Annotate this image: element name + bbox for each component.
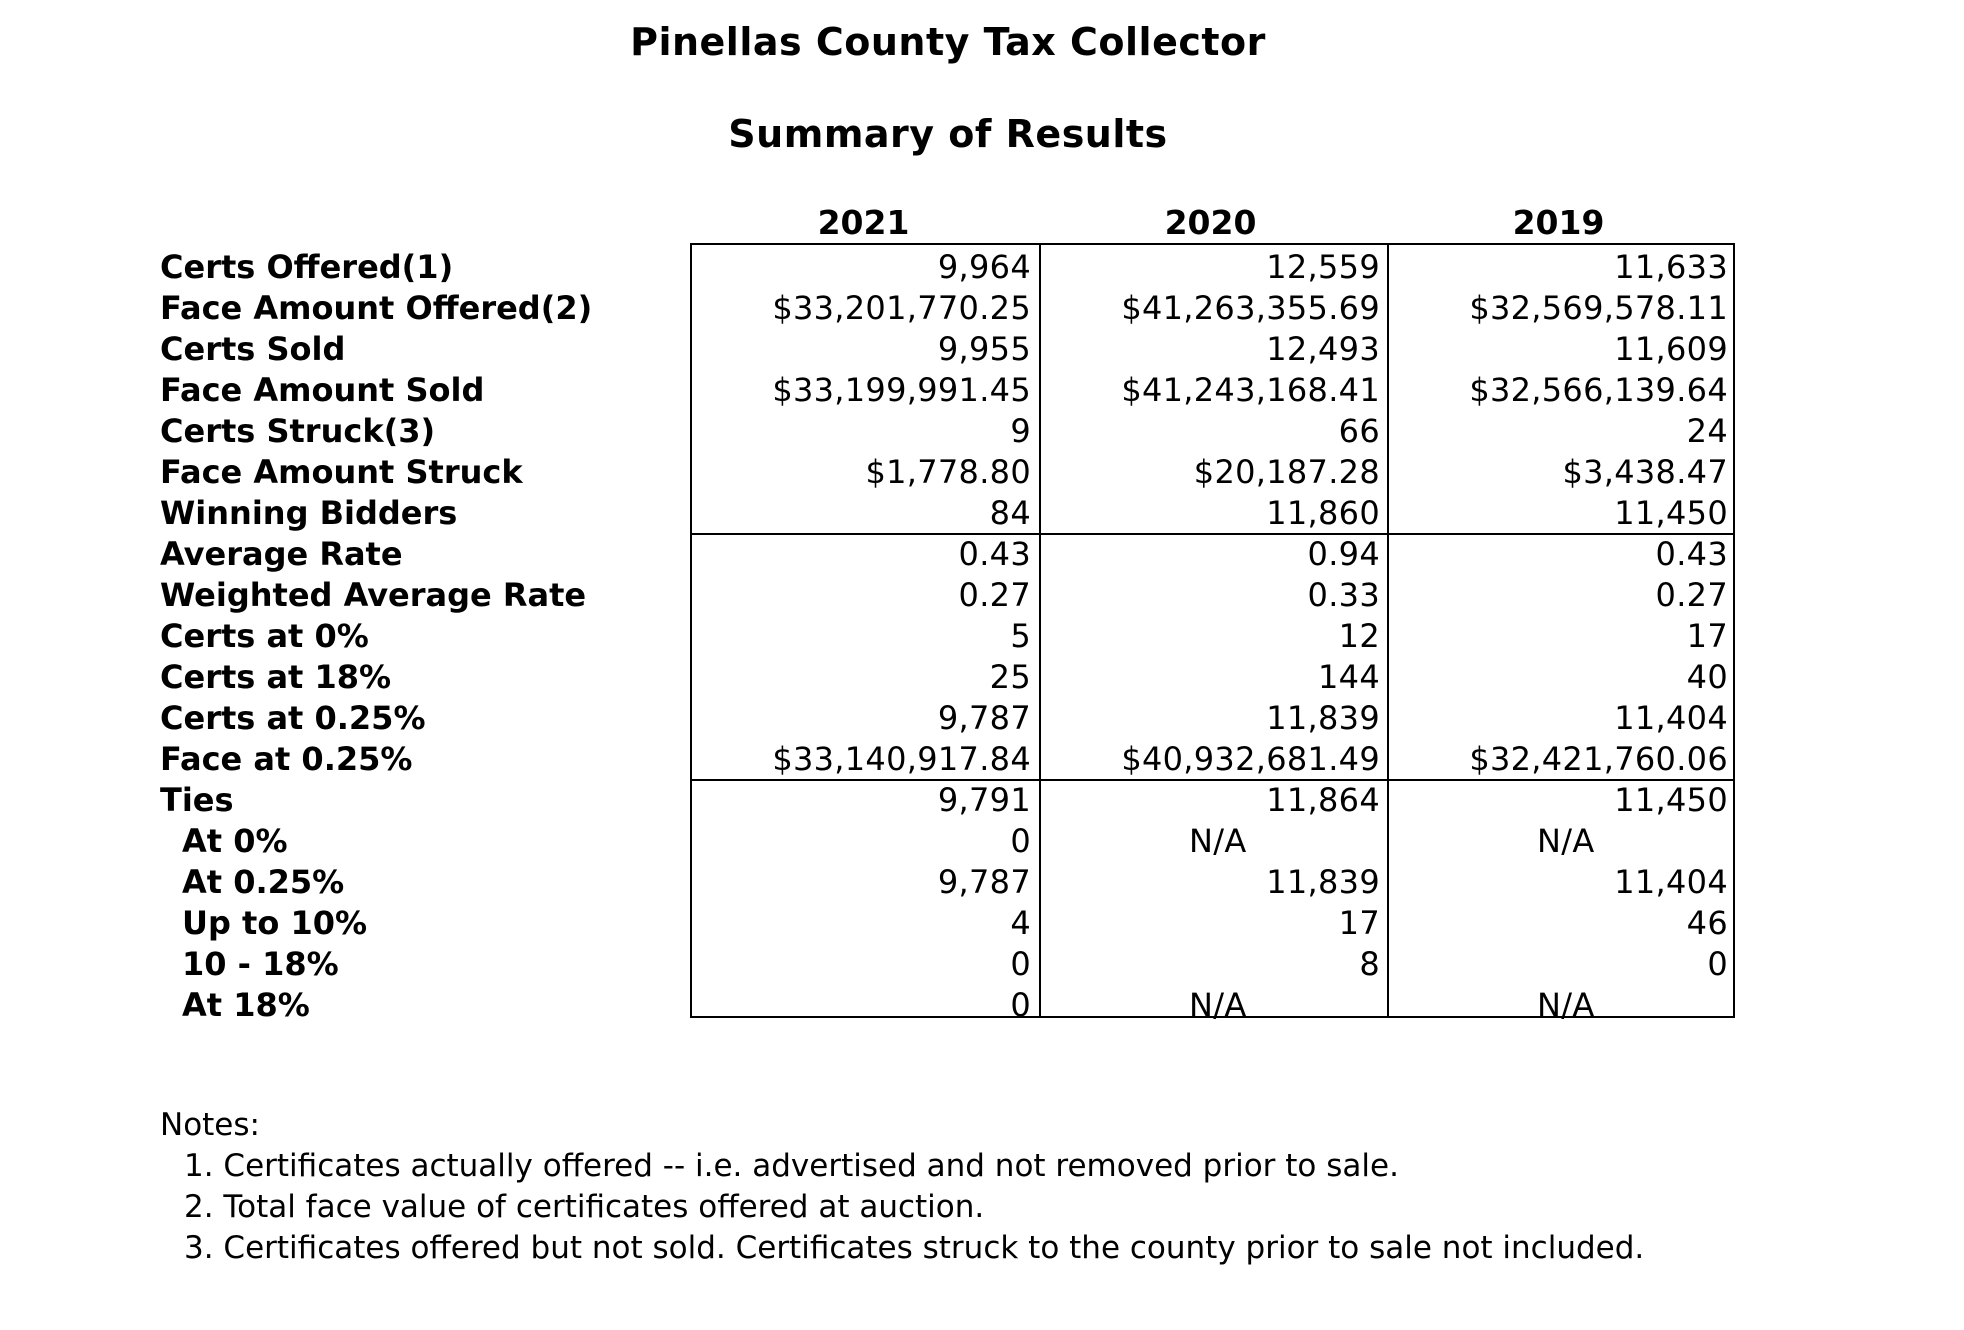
table-cell: $1,778.80 (865, 453, 1031, 491)
table-cell: 0 (1010, 945, 1031, 983)
table-cell: 11,839 (1266, 863, 1380, 901)
table-cell: 11,609 (1614, 330, 1728, 368)
row-label: Certs at 0% (160, 617, 369, 655)
table-cell: 11,864 (1266, 781, 1380, 819)
results-table (690, 243, 1735, 1024)
table-cell: 46 (1686, 904, 1728, 942)
table-cell: 9,791 (937, 781, 1031, 819)
table-cell: 84 (989, 494, 1031, 532)
table-cell: $3,438.47 (1562, 453, 1728, 491)
table-cell: 0.43 (958, 535, 1031, 573)
table-cell: $33,201,770.25 (772, 289, 1031, 327)
row-label: Up to 10% (182, 904, 368, 942)
note-item: 1. Certificates actually offered -- i.e. advertised and not removed prior to sale. (184, 1148, 1399, 1184)
table-cell: $41,243,168.41 (1121, 371, 1380, 409)
row-label: Winning Bidders (160, 494, 458, 532)
note-item: 3. Certificates offered but not sold. Certificates struck to the county prior to sale not included. (184, 1230, 1645, 1266)
row-labels (160, 247, 592, 1026)
table-cell: $41,263,355.69 (1121, 289, 1380, 327)
table-cell: 25 (989, 658, 1031, 696)
table-cell: 8 (1359, 945, 1380, 983)
table-cell: 9,955 (937, 330, 1031, 368)
table-cell: 12 (1338, 617, 1380, 655)
table-cell: 24 (1686, 412, 1728, 450)
row-label: Ties (160, 781, 234, 819)
notes-title: Notes: (160, 1107, 260, 1143)
row-label: Certs at 0.25% (160, 699, 426, 737)
table-cell: $32,421,760.06 (1469, 740, 1728, 778)
table-cell: N/A (1537, 822, 1595, 860)
row-label: Face at 0.25% (160, 740, 413, 778)
table-cell: 17 (1686, 617, 1728, 655)
table-cell: 40 (1686, 658, 1728, 696)
table-cell: 0.43 (1655, 535, 1728, 573)
table-cell: 12,493 (1266, 330, 1380, 368)
column-header-year-3: 2019 (1512, 203, 1605, 242)
table-cell: 11,450 (1614, 494, 1728, 532)
table-cell: $33,140,917.84 (772, 740, 1031, 778)
row-label: At 18% (182, 986, 310, 1024)
table-cell: 11,404 (1614, 863, 1728, 901)
row-label: Weighted Average Rate (160, 576, 587, 614)
row-label: Certs Offered(1) (160, 248, 454, 286)
page-title: Pinellas County Tax Collector (630, 20, 1266, 64)
table-cell: 0.33 (1307, 576, 1380, 614)
table-cell: 0.27 (958, 576, 1031, 614)
table-cell: 11,860 (1266, 494, 1380, 532)
table-column-2021 (692, 245, 1039, 1024)
page-subtitle: Summary of Results (728, 112, 1168, 156)
table-cell: 66 (1338, 412, 1380, 450)
row-label: Certs Struck(3) (160, 412, 436, 450)
table-cell: 11,839 (1266, 699, 1380, 737)
table-cell: 9 (1010, 412, 1031, 450)
row-label: 10 - 18% (182, 945, 339, 983)
table-cell: N/A (1189, 822, 1247, 860)
row-label: At 0.25% (182, 863, 345, 901)
table-cell: 9,964 (937, 248, 1031, 286)
table-cell: 144 (1318, 658, 1380, 696)
column-header-year-2: 2020 (1164, 203, 1257, 242)
table-cell: 0 (1010, 822, 1031, 860)
table-cell: 0.27 (1655, 576, 1728, 614)
table-cell: $20,187.28 (1193, 453, 1380, 491)
row-label: Average Rate (160, 535, 403, 573)
note-item: 2. Total face value of certificates offered at auction. (184, 1189, 985, 1225)
table-cell: N/A (1537, 986, 1595, 1024)
row-label: Face Amount Sold (160, 371, 485, 409)
row-label: Certs Sold (160, 330, 346, 368)
table-cell: 9,787 (937, 863, 1031, 901)
row-label: Certs at 18% (160, 658, 392, 696)
table-cell: $32,569,578.11 (1469, 289, 1728, 327)
table-cell: 0 (1707, 945, 1728, 983)
table-cell: 17 (1338, 904, 1380, 942)
group-divider (692, 779, 1733, 781)
column-header-year-1: 2021 (817, 203, 910, 242)
table-cell: $32,566,139.64 (1469, 371, 1728, 409)
table-cell: 11,404 (1614, 699, 1728, 737)
row-label: At 0% (182, 822, 288, 860)
table-cell: 9,787 (937, 699, 1031, 737)
table-cell: 11,450 (1614, 781, 1728, 819)
table-column-2020 (1039, 245, 1388, 1024)
table-cell: N/A (1189, 986, 1247, 1024)
table-column-2019 (1387, 245, 1736, 1024)
group-divider (692, 533, 1733, 535)
row-label: Face Amount Struck (160, 453, 523, 491)
table-cell: 4 (1010, 904, 1031, 942)
row-label: Face Amount Offered(2) (160, 289, 593, 327)
notes-section (160, 1105, 1644, 1269)
table-cell: 12,559 (1266, 248, 1380, 286)
table-cell: $33,199,991.45 (772, 371, 1031, 409)
table-cell: $40,932,681.49 (1121, 740, 1380, 778)
table-cell: 5 (1010, 617, 1031, 655)
table-cell: 11,633 (1614, 248, 1728, 286)
table-cell: 0.94 (1307, 535, 1380, 573)
table-cell: 0 (1010, 986, 1031, 1024)
